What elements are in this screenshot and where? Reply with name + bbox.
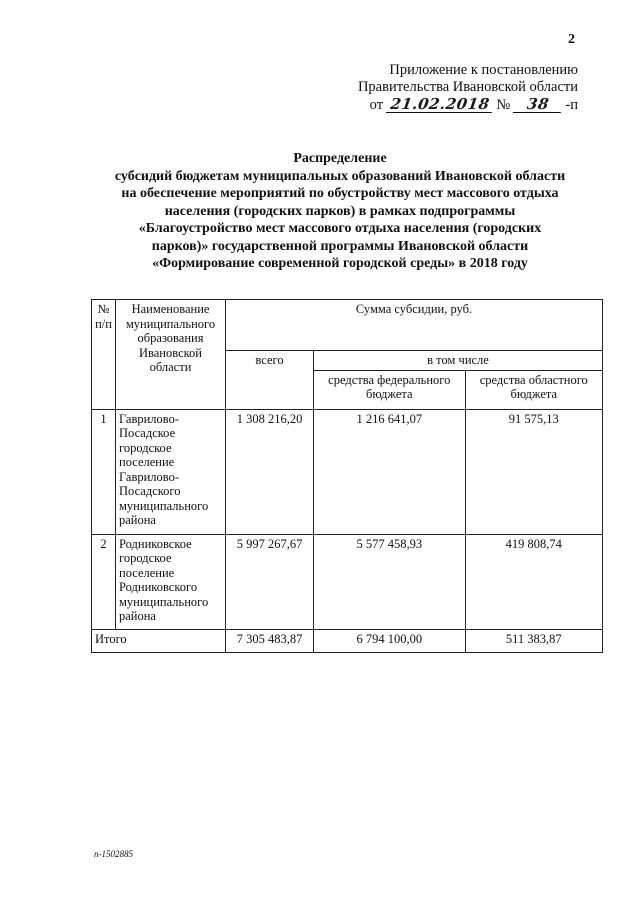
title-line: субсидий бюджетам муниципальных образований Ивановской области [114,168,566,184]
total-federal: 6 794 100,00 [314,629,466,652]
row-federal: 1 216 641,07 [314,409,466,534]
row-total: 1 308 216,20 [226,409,314,534]
table-row [92,409,603,534]
row-regional: 419 808,74 [465,534,602,629]
header-name: Наименование муниципального образования Ивановской области [116,300,226,410]
header-num: № п/п [92,300,116,410]
subsidy-table [91,299,603,653]
title-line: на обеспечение мероприятий по обустройству мест массового отдыха [121,186,559,201]
table-row [92,534,603,629]
total-label: Итого [92,629,226,652]
row-name: Гаврилово-Посадское городское поселение Гаврилово-Посадского муниципального района [116,409,226,534]
from-label: от [369,97,384,113]
decree-line [358,96,578,114]
header-sum: Сумма субсидии, руб. [226,300,603,351]
row-num: 1 [92,409,116,534]
row-num: 2 [92,534,116,629]
appendix-line-2: Правительства Ивановской области [357,79,578,95]
header-federal: средства федерального бюджета [314,370,466,409]
title-line: Распределение [293,151,387,166]
title-line: «Формирование современной городской среды» в 2018 году [152,256,528,271]
total-regional: 511 383,87 [465,629,602,652]
total-sum: 7 305 483,87 [226,629,314,652]
title-line: населения (городских парков) в рамках подпрограммы [164,203,516,219]
total-row [92,629,603,652]
row-federal: 5 577 458,93 [314,534,466,629]
title-line: «Благоустройство мест массового отдыха населения (городских [138,221,542,236]
appendix-block [358,62,578,114]
page-number: 2 [568,32,575,47]
title-line: парков)» государственной программы Ивановской области [151,238,529,254]
table-header-row [92,300,603,351]
number-suffix: -п [565,97,578,113]
header-including: в том числе [314,351,603,371]
appendix-line-1: Приложение к постановлению [389,62,578,78]
row-name: Родниковское городское поселение Родниковского муниципального района [116,534,226,629]
document-title [70,150,610,273]
header-total: всего [226,351,314,410]
header-regional: средства областного бюджета [465,370,602,409]
row-regional: 91 575,13 [465,409,602,534]
row-total: 5 997 267,67 [226,534,314,629]
number-label: № [496,97,511,113]
document-code: п-1502885 [94,849,133,859]
handwritten-date: 21.02.2018 [385,96,493,113]
handwritten-number: 38 [513,96,563,113]
